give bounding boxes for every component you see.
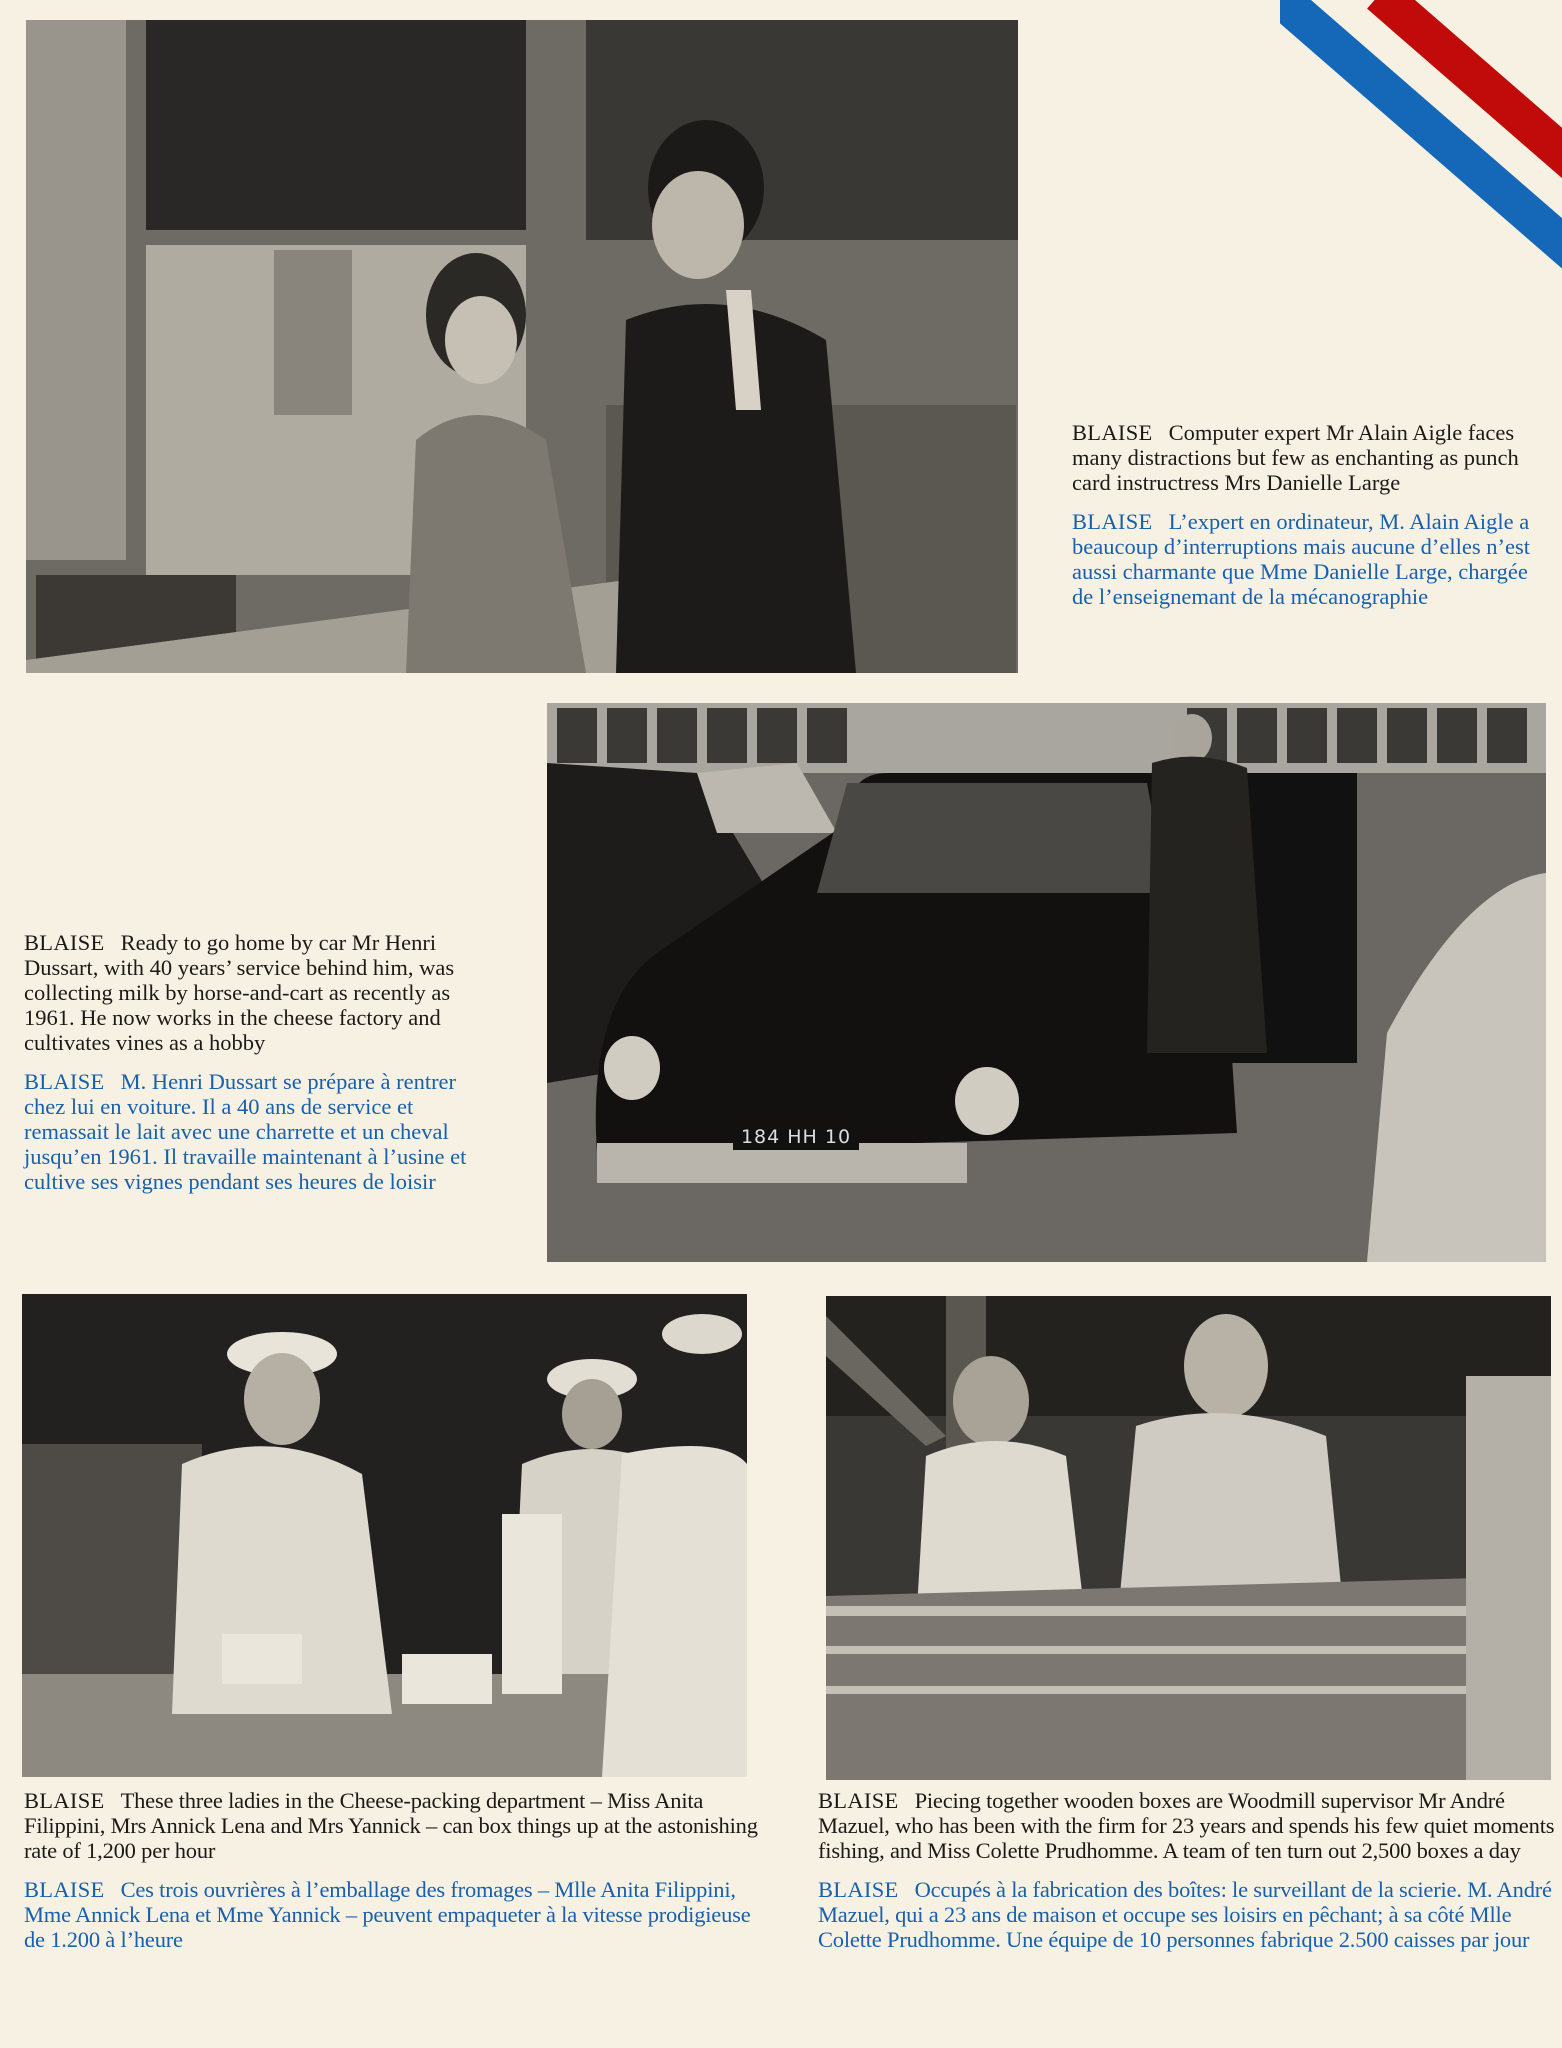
photo-woodmill-image	[826, 1296, 1551, 1780]
caption-french	[1072, 509, 1552, 609]
caption-french-text: M. Henri Dussart se prépare à rentrer chez lui en voiture. Il a 40 ans de service et remassait le lait avec une charrette et un cheval jusqu’en 1961. Il travaille maintenant à l’usine et cultive ses vignes pendant ses heures de loisir	[24, 1069, 467, 1194]
caption-car	[24, 930, 494, 1194]
caption-tag: BLAISE	[24, 930, 105, 955]
caption-french	[24, 1069, 494, 1194]
photo-computer-room-image	[26, 20, 1018, 673]
photo-cheese-packing	[22, 1294, 747, 1777]
caption-english-text: These three ladies in the Cheese-packing department – Miss Anita Filippini, Mrs Annick Lena and Mrs Yannick – can box things up at the astonishing rate of 1,200 per hour	[24, 1788, 758, 1863]
caption-french-text: Occupés à la fabrication des boîtes: le surveillant de la scierie. M. André Mazuel, qui a 23 ans de maison et occupe ses loisirs en pêchant; à sa côté Mlle Colette Prudhomme. Une équipe de 10 personnes fabrique 2.500 caisses par jour	[818, 1877, 1552, 1952]
caption-english	[24, 930, 494, 1055]
caption-english	[24, 1788, 764, 1863]
tricolor-stripes	[1280, 0, 1562, 280]
caption-english-text: Piecing together wooden boxes are Woodmill supervisor Mr André Mazuel, who has been with the firm for 23 years and spends his few quiet moments fishing, and Miss Colette Prudhomme. A team of ten turn out 2,500 boxes a day	[818, 1788, 1555, 1863]
photo-car-image	[547, 703, 1546, 1262]
caption-french-text: L’expert en ordinateur, M. Alain Aigle a beaucoup d’interruptions mais aucune d’elles n’est aussi charmante que Mme Danielle Large, chargée de l’enseignemant de la mécanographie	[1072, 509, 1530, 609]
photo-woodmill	[826, 1296, 1551, 1780]
caption-tag: BLAISE	[818, 1877, 899, 1902]
caption-tag: BLAISE	[24, 1069, 105, 1094]
caption-tag: BLAISE	[24, 1877, 105, 1902]
caption-english-text: Computer expert Mr Alain Aigle faces many distractions but few as enchanting as punch card instructress Mrs Danielle Large	[1072, 420, 1519, 495]
caption-tag: BLAISE	[1072, 509, 1153, 534]
caption-french	[24, 1877, 764, 1952]
caption-woodmill	[818, 1788, 1558, 1952]
caption-english	[818, 1788, 1558, 1863]
caption-tag: BLAISE	[1072, 420, 1153, 445]
caption-english-text: Ready to go home by car Mr Henri Dussart, with 40 years’ service behind him, was collecting milk by horse-and-cart as recently as 1961. He now works in the cheese factory and cultivates vines as a hobby	[24, 930, 455, 1055]
photo-computer-room	[26, 20, 1018, 673]
caption-tag: BLAISE	[24, 1788, 105, 1813]
caption-computer-room	[1072, 420, 1552, 609]
caption-french-text: Ces trois ouvrières à l’emballage des fromages – Mlle Anita Filippini, Mme Annick Lena et Mme Yannick – peuvent empaqueter à la vitesse prodigieuse de 1.200 à l’heure	[24, 1877, 751, 1952]
photo-car	[547, 703, 1546, 1262]
photo-cheese-packing-image	[22, 1294, 747, 1777]
caption-english	[1072, 420, 1552, 495]
caption-cheese-packing	[24, 1788, 764, 1952]
caption-tag: BLAISE	[818, 1788, 899, 1813]
license-plate: 184 HH 10	[733, 1124, 859, 1150]
caption-french	[818, 1877, 1558, 1952]
